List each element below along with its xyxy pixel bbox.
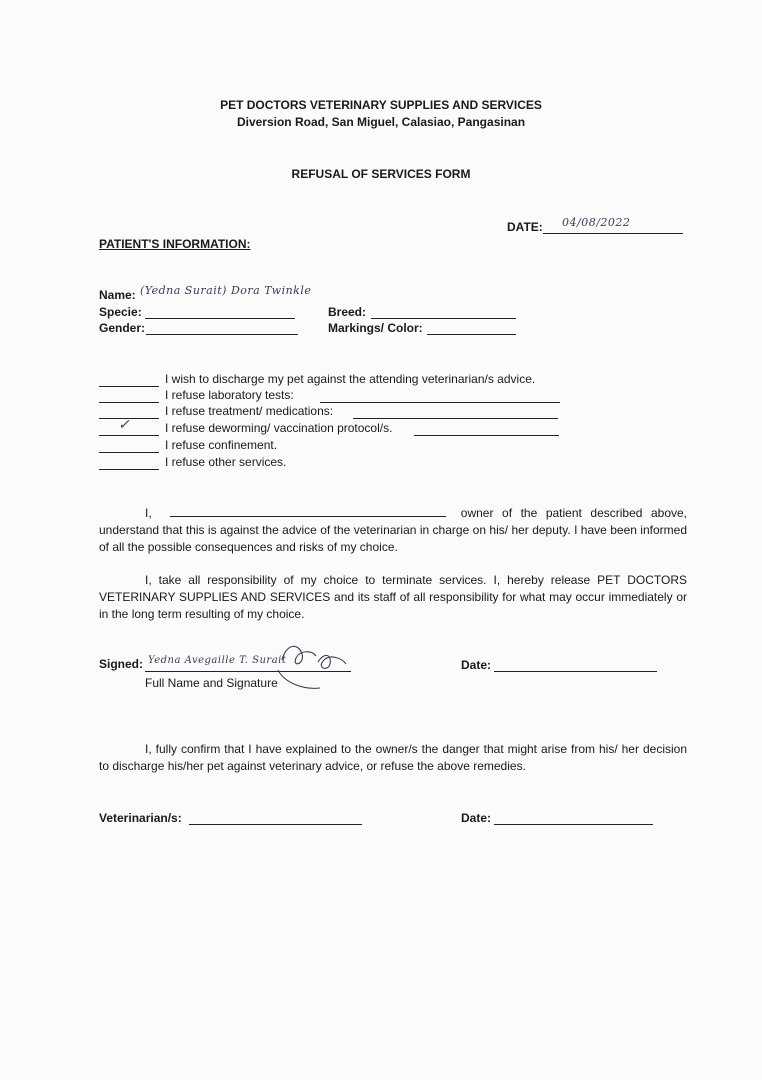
markings-label: Markings/ Color: (328, 321, 423, 335)
date-line (543, 233, 683, 234)
release-paragraph (99, 572, 687, 623)
option-check-line[interactable] (99, 435, 159, 436)
lab-tests-line (320, 402, 560, 403)
name-value: (Yedna Surait) Dora Twinkle (140, 284, 312, 297)
option-check-line[interactable] (99, 469, 159, 470)
date-value: 04/08/2022 (562, 216, 631, 229)
gender-label: Gender: (99, 321, 146, 335)
breed-line (371, 318, 516, 319)
option-text: I refuse laboratory tests: (165, 388, 294, 402)
option-check-line[interactable] (99, 402, 159, 403)
specie-line (145, 318, 295, 319)
p2-text: I, take all responsibility of my choice to terminate services. I, hereby release PET DOCTORS VETERINARY SUPPLIES AND SERVICES and its staff of all responsibility for what may occur immediately or in the long term resulting of my choice. (99, 573, 687, 621)
specie-label: Specie: (99, 305, 142, 319)
veterinarian-line[interactable] (189, 824, 362, 825)
signature-caption: Full Name and Signature (145, 676, 278, 690)
option-text: I refuse other services. (165, 455, 287, 469)
veterinarian-label: Veterinarian/s: (99, 811, 182, 825)
date-label: DATE: (507, 220, 543, 234)
option-text: I refuse deworming/ vaccination protocol/s. (165, 421, 393, 435)
check-mark: ✓ (118, 417, 131, 433)
handwritten-signature (272, 638, 360, 694)
signed-date-label: Date: (461, 658, 492, 672)
breed-label: Breed: (328, 305, 367, 319)
p1-rest: owner of the patient described above, understand that this is against the advice of the veterinarian in charge on his/ her deputy. I have been informed of all the possible consequences and risks of my choice. (99, 506, 688, 554)
patient-section-title: PATIENT'S INFORMATION: (99, 237, 251, 251)
company-address: Diversion Road, San Miguel, Calasiao, Pangasinan (236, 115, 526, 129)
owner-name-line[interactable] (170, 516, 446, 517)
signed-value: Yedna Avegaille T. Surait (148, 655, 287, 666)
p1-start: I, (145, 506, 152, 520)
option-check-line[interactable] (99, 386, 159, 387)
option-text: I wish to discharge my pet against the attending veterinarian/s advice. (165, 372, 536, 386)
veterinarian-date-label: Date: (461, 811, 492, 825)
signed-label: Signed: (99, 657, 143, 671)
deworming-line (414, 435, 559, 436)
treatment-line (353, 418, 558, 419)
option-text: I refuse treatment/ medications: (165, 404, 334, 418)
form-title: REFUSAL OF SERVICES FORM (291, 167, 471, 181)
gender-line (146, 334, 298, 335)
signed-date-line[interactable] (494, 671, 657, 672)
veterinarian-confirmation-paragraph (99, 741, 687, 775)
option-text: I refuse confinement. (165, 438, 278, 452)
markings-line (427, 334, 516, 335)
acknowledgement-paragraph (99, 505, 687, 556)
option-check-line[interactable] (99, 452, 159, 453)
veterinarian-date-line[interactable] (494, 824, 653, 825)
name-label: Name: (99, 288, 136, 302)
p3-text: I, fully confirm that I have explained to the owner/s the danger that might arise from his/ her decision to discharge his/her pet against veterinary advice, or refuse the above remedies. (99, 742, 687, 773)
company-name: PET DOCTORS VETERINARY SUPPLIES AND SERVICES (220, 98, 542, 112)
